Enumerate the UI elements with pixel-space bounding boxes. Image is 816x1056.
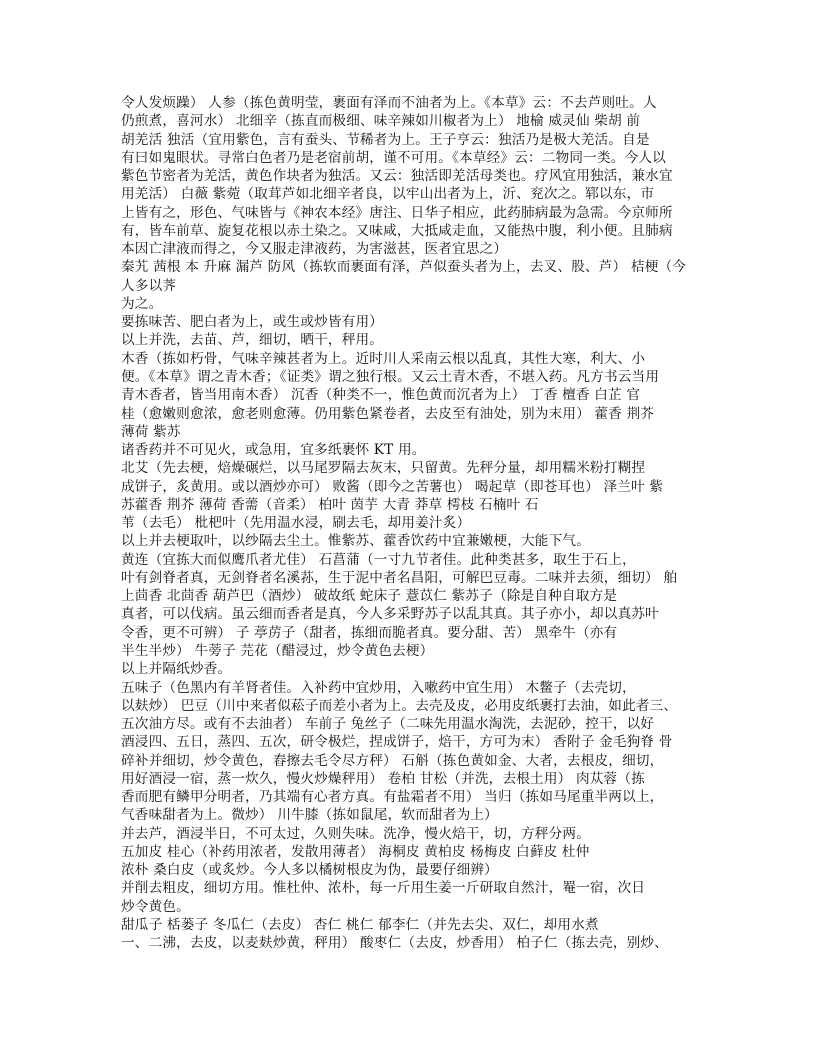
text-line: 秦艽 茜根 本 升麻 漏芦 防风（拣软而裹面有泽，芦似蚕头者为上，去叉、股、芦） 桔梗（今 [121, 259, 687, 276]
text-line: 真者，可以伐病。虽云细而香者是真，今人多采野苏子以乱其真。其子亦小，却以真苏叶 [121, 606, 659, 623]
text-line: 木香（拣如朽骨，气味辛辣甚者为上。近时川人采南云根以乱真，其性大寒，利大、小 [121, 350, 646, 367]
text-line: 气香味甜者为上。微炒） 川牛膝（拣如鼠尾，软而甜者为上） [121, 807, 498, 824]
document-page [121, 94, 721, 952]
text-line: 用好酒浸一宿，蒸一炊久，慢火炒燥秤用） 卷柏 甘松（并洗，去根土用） 肉苁蓉（拣 [121, 770, 645, 787]
text-line: 半生半炒） 牛蒡子 芫花（醋浸过，炒令黄色去梗） [121, 642, 434, 659]
text-line: 北艾（先去梗，焙燥碾烂，以马尾罗隔去灰末，只留黄。先秤分量，却用糯米粉打糊捏 [121, 460, 646, 477]
text-line: 薄荷 紫苏 [121, 423, 181, 440]
text-line: 上茴香 北茴香 葫芦巴（酒炒） 破故纸 蛇床子 薏苡仁 紫苏子（除是自种自取方是 [121, 588, 618, 605]
text-line: 苏藿香 荆芥 薄荷 香薷（音柔） 柏叶 茵芋 大青 莽草 樗枝 石楠叶 石 [121, 496, 539, 513]
text-line: 黄连（宜拣大而似鹰爪者尤佳） 石菖蒲（一寸九节者佳。此种类甚多，取生于石上， [121, 551, 636, 568]
text-line: 五次油方尽。或有不去油者） 车前子 兔丝子（二味先用温水淘洗，去泥砂，控干，以好 [121, 716, 655, 733]
text-line: 有曰如鬼眼状。寻常白色者乃是老宿前胡，谨不可用。《本草经》云：二物同一类。今人以 [121, 149, 666, 166]
text-line: 苇（去毛） 枇杷叶（先用温水浸，刷去毛，却用姜汁炙） [121, 515, 471, 532]
text-line: 炒令黄色。 [121, 898, 190, 915]
text-line: 诸香药并不可见火，或急用，宜多纸裹怀 KT 用。 [121, 442, 426, 459]
text-line: 令人发烦躁） 人参（拣色黄明莹，裹面有泽而不油者为上。《本草》云：不去芦则吐。人 [121, 95, 657, 111]
text-line: 以上并隔纸炒香。 [121, 661, 232, 678]
text-line: 以上并洗，去苗、芦，细切，晒干，秤用。 [121, 332, 384, 349]
text-line: 甜瓜子 栝蒌子 冬瓜仁（去皮） 杏仁 桃仁 郁李仁（并先去尖、双仁，却用水煮 [121, 916, 599, 933]
text-line: 有，皆车前草、旋复花根以赤土染之。又味咸，大抵咸走血，又能热中腹，利小便。且肺病 [121, 222, 673, 239]
text-line: 叶有剑脊者真，无剑脊者名溪荪，生于泥中者名昌阳，可解巴豆毒。二味并去须，细切） 舶 [121, 569, 678, 586]
text-line: 浓朴 桑白皮（或炙炒。今人多以橘树根皮为伪，最要仔细辨） [121, 862, 498, 879]
text-line: 用羌活） 白薇 紫菀（取茸芦如北细辛者良，以牢山出者为上，沂、兖次之。郓以东，市 [121, 186, 655, 203]
text-line: 桂（愈嫩则愈浓，愈老则愈薄。仍用紫色紧卷者，去皮至有油处，别为末用） 藿香 荆芥 [121, 405, 655, 422]
text-line: 人多以荠 [121, 277, 177, 294]
text-line: 五味子（色黑内有羊肾者佳。入补药中宜炒用，入嗽药中宜生用） 木鳖子（去壳切， [121, 679, 636, 696]
text-line: 青木香者，皆当用南木香） 沉香（种类不一，惟色黄而沉者为上） 丁香 檀香 白芷 官 [121, 387, 641, 404]
text-line: 并削去粗皮，细切方用。惟杜仲、浓朴，每一斤用生姜一斤研取自然汁，罨一宿，次日 [121, 880, 646, 897]
text-line: 酒浸四、五日，蒸四、五次，研令极烂，捏成饼子，焙干，方可为末） 香附子 金毛狗脊 骨 [121, 734, 673, 751]
text-line: 上皆有之，形色、气味皆与《神农本经》唐注、日华子相应，此药肺病最为急需。今京师所 [121, 204, 673, 221]
text-line: 胡羌活 独活（宜用紫色，言有蚕头、节稀者为上。王子亨云：独活乃是极大羌活。自是 [121, 131, 650, 148]
text-line: 便。《本草》谓之青木香；《证类》谓之独行根。又云土青木香，不堪入药。凡方书云当用 [121, 368, 660, 385]
text-line: 以麸炒） 巴豆（川中来者似菘子而差小者为上。去壳及皮，必用皮纸裹打去油，如此者三、 [121, 697, 678, 714]
text-line: 仍煎煮，喜河水） 北细辛（拣直而极细、味辛辣如川椒者为上） 地榆 威灵仙 柴胡 前 [121, 113, 641, 130]
text-line: 并去芦，酒浸半日，不可太过，久则失味。洗净，慢火焙干，切，方秤分两。 [121, 825, 590, 842]
text-line: 为之。 [121, 295, 163, 312]
text-line: 紫色节密者为羌活，黄色作块者为独活。又云：独活即羌活母类也。疗风宜用独活，兼水宜 [121, 168, 673, 185]
text-line: 令香，更不可辨） 子 葶苈子（甜者，拣细而脆者真。要分甜、苦） 黑牵牛（亦有 [121, 624, 618, 641]
text-line: 要拣味苦、肥白者为上，或生或炒皆有用） [121, 314, 384, 331]
text-line: 五加皮 桂心（补药用浓者，发散用薄者） 海桐皮 黄柏皮 杨梅皮 白藓皮 杜仲 [121, 843, 590, 860]
text-line: 香而肥有鳞甲分明者，乃其端有心者方真。有盐霜者不用） 当归（拣如马尾重半两以上， [121, 789, 664, 806]
text-line: 本因亡津液而得之，今又服走津液药，为害滋甚，医者宜思之） [121, 241, 508, 258]
text-line: 成饼子，炙黄用。或以酒炒亦可） 败酱（即今之苦薯也） 喝起草（即苍耳也） 泽兰叶 紫 [121, 478, 664, 495]
text-line: 以上并去梗取叶，以纱隔去尘土。惟紫苏、藿香饮药中宜兼嫩梗，大能下气。 [121, 533, 590, 550]
text-line: 一、二沸，去皮，以麦麸炒黄，秤用） 酸枣仁（去皮，炒香用） 柏子仁（拣去壳，别炒、 [121, 935, 668, 952]
text-line: 碎补并细切，炒令黄色，舂擦去毛令尽方秤） 石斛（拣色黄如金、大者，去根皮，细切， [121, 752, 664, 769]
